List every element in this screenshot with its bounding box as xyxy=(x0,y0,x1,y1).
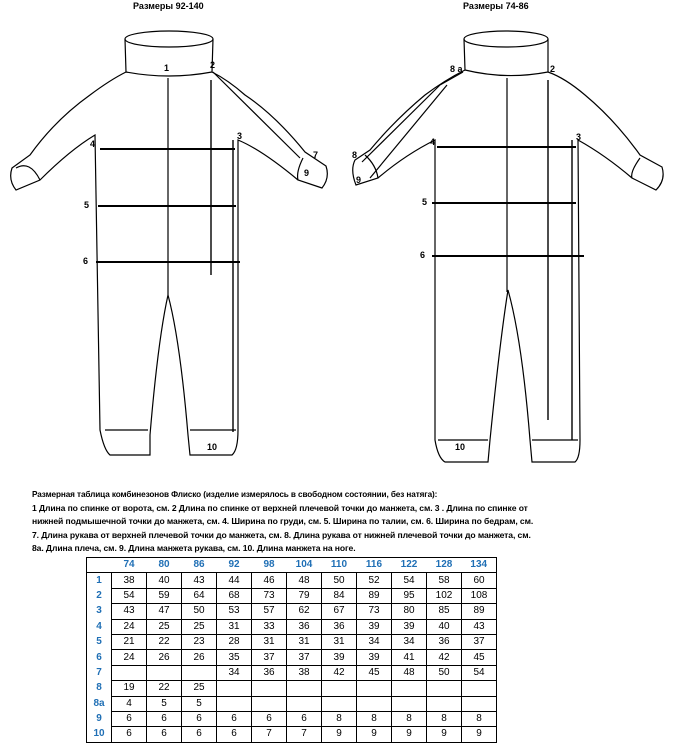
table-row xyxy=(87,711,497,726)
row-label: 1 xyxy=(96,574,102,586)
table-cell: 31 xyxy=(217,619,252,634)
table-cell: 6 xyxy=(112,727,147,742)
table-cell: 7 xyxy=(287,727,322,742)
right-label-10: 10 xyxy=(455,442,466,452)
table-cell: 59 xyxy=(147,588,182,603)
table-cell: 38 xyxy=(112,573,147,588)
table-cell xyxy=(357,681,392,696)
table-row xyxy=(87,604,497,619)
table-corner xyxy=(87,558,112,573)
right-label-2: 2 xyxy=(550,64,556,74)
table-cell: 79 xyxy=(287,588,322,603)
table-row xyxy=(87,696,497,711)
measurement-description xyxy=(32,488,612,556)
table-cell: 37 xyxy=(287,650,322,665)
left-label-10: 10 xyxy=(207,442,218,452)
table-cell: 8 xyxy=(427,711,462,726)
table-cell: 57 xyxy=(252,604,287,619)
table-cell xyxy=(392,696,427,711)
table-cell: 26 xyxy=(147,650,182,665)
table-row xyxy=(87,573,497,588)
table-cell: 6 xyxy=(217,727,252,742)
table-cell xyxy=(427,681,462,696)
table-cell: 34 xyxy=(217,665,252,680)
table-cell xyxy=(427,696,462,711)
size-header: 92 xyxy=(217,558,252,573)
table-row xyxy=(87,727,497,742)
table-cell: 21 xyxy=(112,634,147,649)
table-cell xyxy=(357,696,392,711)
table-cell: 48 xyxy=(392,665,427,680)
table-cell xyxy=(147,665,182,680)
left-label-1: 1 xyxy=(164,63,170,73)
table-cell: 44 xyxy=(217,573,252,588)
row-label: 7 xyxy=(96,666,102,678)
size-header: 74 xyxy=(112,558,147,573)
table-cell: 54 xyxy=(112,588,147,603)
table-cell: 108 xyxy=(462,588,497,603)
table-cell: 39 xyxy=(322,650,357,665)
table-cell: 54 xyxy=(392,573,427,588)
table-cell: 102 xyxy=(427,588,462,603)
size-header: 80 xyxy=(147,558,182,573)
table-cell: 46 xyxy=(252,573,287,588)
table-cell: 39 xyxy=(357,619,392,634)
table-cell: 53 xyxy=(217,604,252,619)
size-header: 134 xyxy=(462,558,497,573)
table-cell: 37 xyxy=(462,634,497,649)
table-cell xyxy=(322,681,357,696)
row-label: 6 xyxy=(96,651,102,663)
table-cell: 31 xyxy=(252,634,287,649)
table-cell xyxy=(322,696,357,711)
table-cell: 6 xyxy=(147,727,182,742)
table-cell: 6 xyxy=(252,711,287,726)
description-header: Размерная таблица комбинезонов Флиско (изделие измерялось в свободном состоянии, без натяга): xyxy=(32,490,438,499)
size-header: 98 xyxy=(252,558,287,573)
table-cell xyxy=(287,696,322,711)
row-label: 8 xyxy=(96,682,102,694)
table-cell: 36 xyxy=(427,634,462,649)
table-cell xyxy=(287,681,322,696)
table-row xyxy=(87,681,497,696)
row-label: 9 xyxy=(96,713,102,725)
right-label-5: 5 xyxy=(422,197,428,207)
row-label: 2 xyxy=(96,589,102,601)
table-cell: 89 xyxy=(357,588,392,603)
table-cell: 40 xyxy=(147,573,182,588)
table-cell: 45 xyxy=(462,650,497,665)
table-cell: 28 xyxy=(217,634,252,649)
table-cell: 25 xyxy=(147,619,182,634)
left-label-9: 9 xyxy=(304,168,310,178)
table-row xyxy=(87,634,497,649)
table-cell: 9 xyxy=(322,727,357,742)
table-cell: 48 xyxy=(287,573,322,588)
table-cell: 45 xyxy=(357,665,392,680)
left-label-2: 2 xyxy=(210,60,216,70)
size-header: 116 xyxy=(357,558,392,573)
description-line: нижней подмышечной точки до манжета, см. 4. Ширина по груди, см. 5. Ширина по талии, см. 6. Ширина по бедрам, см. xyxy=(32,516,534,526)
table-cell: 31 xyxy=(287,634,322,649)
table-cell: 64 xyxy=(182,588,217,603)
table-cell: 67 xyxy=(322,604,357,619)
table-cell: 35 xyxy=(217,650,252,665)
right-label-4: 4 xyxy=(430,137,436,147)
description-line: 1 Длина по спинке от ворота, см. 2 Длина по спинке от верхней плечевой точки до манжета, см. 3 . Длина по спинке от xyxy=(32,502,528,513)
description-line: 7. Длина рукава от верхней плечевой точки до манжета, см. 8. Длина рукава от нижней плечевой точки до манжета, см. xyxy=(32,529,531,540)
table-cell: 6 xyxy=(182,711,217,726)
title-left: Размеры 92-140 xyxy=(133,1,204,11)
table-cell: 8 xyxy=(462,711,497,726)
row-label: 5 xyxy=(96,636,102,648)
table-cell: 9 xyxy=(427,727,462,742)
table-row xyxy=(87,665,497,680)
table-cell: 47 xyxy=(147,604,182,619)
right-label-8: 8 xyxy=(352,150,358,160)
table-cell: 38 xyxy=(287,665,322,680)
table-cell: 24 xyxy=(112,650,147,665)
table-cell: 60 xyxy=(462,573,497,588)
table-cell: 8 xyxy=(357,711,392,726)
table-cell xyxy=(182,665,217,680)
table-cell: 73 xyxy=(252,588,287,603)
table-cell xyxy=(392,681,427,696)
left-label-7: 7 xyxy=(313,150,319,160)
table-cell: 43 xyxy=(112,604,147,619)
table-cell xyxy=(217,696,252,711)
table-cell: 6 xyxy=(287,711,322,726)
table-cell: 50 xyxy=(182,604,217,619)
table-cell: 41 xyxy=(392,650,427,665)
table-cell: 50 xyxy=(427,665,462,680)
table-cell: 43 xyxy=(182,573,217,588)
table-cell: 62 xyxy=(287,604,322,619)
table-cell: 22 xyxy=(147,634,182,649)
size-header: 110 xyxy=(322,558,357,573)
table-cell: 58 xyxy=(427,573,462,588)
right-measure-lines xyxy=(362,72,584,440)
table-cell: 6 xyxy=(112,711,147,726)
table-cell: 36 xyxy=(322,619,357,634)
table-cell xyxy=(462,681,497,696)
table-cell: 89 xyxy=(462,604,497,619)
table-cell: 50 xyxy=(322,573,357,588)
table-cell: 8 xyxy=(322,711,357,726)
table-cell: 68 xyxy=(217,588,252,603)
right-label-6: 6 xyxy=(420,250,426,260)
size-header: 86 xyxy=(182,558,217,573)
table-cell: 42 xyxy=(322,665,357,680)
right-label-3: 3 xyxy=(576,132,582,142)
table-cell: 37 xyxy=(252,650,287,665)
size-header: 122 xyxy=(392,558,427,573)
right-label-8a: 8 а xyxy=(450,64,463,74)
table-cell xyxy=(112,665,147,680)
left-label-5: 5 xyxy=(84,200,90,210)
table-cell: 36 xyxy=(287,619,322,634)
table-cell: 39 xyxy=(392,619,427,634)
table-cell: 25 xyxy=(182,619,217,634)
right-label-9: 9 xyxy=(356,175,362,185)
table-cell: 73 xyxy=(357,604,392,619)
table-cell: 33 xyxy=(252,619,287,634)
size-header: 104 xyxy=(287,558,322,573)
table-cell: 25 xyxy=(182,681,217,696)
table-row xyxy=(87,588,497,603)
table-cell: 9 xyxy=(462,727,497,742)
table-cell: 23 xyxy=(182,634,217,649)
table-cell: 31 xyxy=(322,634,357,649)
table-cell: 22 xyxy=(147,681,182,696)
row-label: 10 xyxy=(93,728,105,740)
table-cell: 34 xyxy=(392,634,427,649)
table-cell: 85 xyxy=(427,604,462,619)
left-jumpsuit-outline xyxy=(11,31,328,455)
table-cell: 8 xyxy=(392,711,427,726)
table-cell: 6 xyxy=(182,727,217,742)
table-row xyxy=(87,619,497,634)
table-cell: 5 xyxy=(182,696,217,711)
table-cell xyxy=(252,696,287,711)
table-cell: 42 xyxy=(427,650,462,665)
table-cell: 9 xyxy=(357,727,392,742)
size-table xyxy=(86,557,497,743)
table-cell: 5 xyxy=(147,696,182,711)
table-cell xyxy=(252,681,287,696)
table-row xyxy=(87,650,497,665)
table-cell: 84 xyxy=(322,588,357,603)
title-right: Размеры 74-86 xyxy=(463,1,529,11)
table-cell: 36 xyxy=(252,665,287,680)
size-header: 128 xyxy=(427,558,462,573)
table-cell: 54 xyxy=(462,665,497,680)
table-cell xyxy=(462,696,497,711)
row-label: 3 xyxy=(96,605,102,617)
left-measure-lines xyxy=(96,72,300,432)
table-cell xyxy=(217,681,252,696)
table-cell: 34 xyxy=(357,634,392,649)
table-cell: 40 xyxy=(427,619,462,634)
description-line: 8а. Длина плеча, см. 9. Длина манжета рукава, см. 10. Длина манжета на ноге. xyxy=(32,543,356,553)
table-cell: 19 xyxy=(112,681,147,696)
left-label-3: 3 xyxy=(237,131,243,141)
table-cell: 52 xyxy=(357,573,392,588)
left-label-6: 6 xyxy=(83,256,89,266)
row-label: 8а xyxy=(93,697,105,709)
table-cell: 43 xyxy=(462,619,497,634)
table-cell: 26 xyxy=(182,650,217,665)
table-cell: 95 xyxy=(392,588,427,603)
right-jumpsuit-outline xyxy=(353,31,663,462)
table-cell: 9 xyxy=(392,727,427,742)
table-cell: 80 xyxy=(392,604,427,619)
table-cell: 6 xyxy=(147,711,182,726)
row-label: 4 xyxy=(96,620,102,632)
left-label-4: 4 xyxy=(90,139,96,149)
size-table-header-row xyxy=(87,558,497,573)
table-cell: 4 xyxy=(112,696,147,711)
table-cell: 39 xyxy=(357,650,392,665)
table-cell: 7 xyxy=(252,727,287,742)
table-cell: 6 xyxy=(217,711,252,726)
table-cell: 24 xyxy=(112,619,147,634)
